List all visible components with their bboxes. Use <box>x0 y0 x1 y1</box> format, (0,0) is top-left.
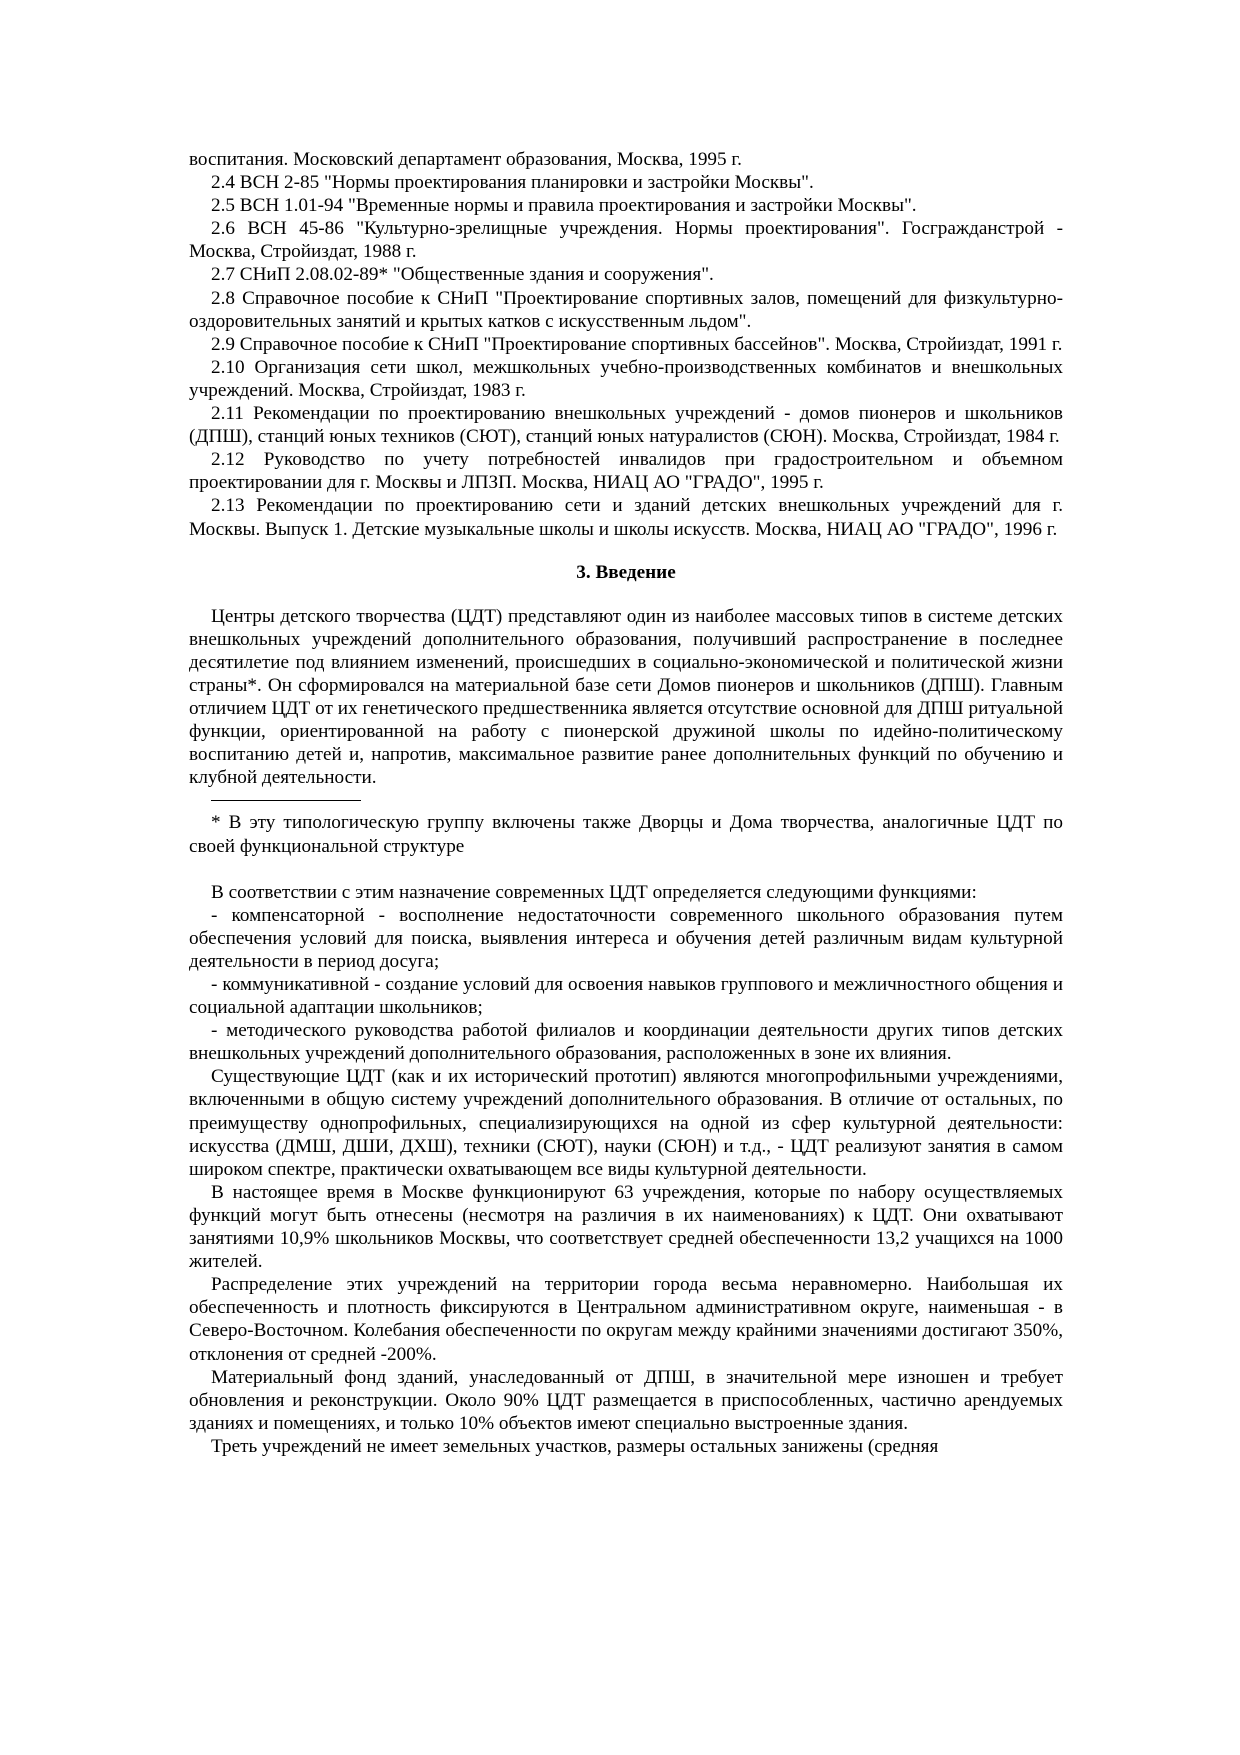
reference-item: 2.5 ВСН 1.01-94 "Временные нормы и правила проектирования и застройки Москвы". <box>211 195 917 217</box>
reference-item: 2.12 Руководство по учету потребностей инвалидов при градостроительном и объемном проектировании для г. Москвы и ЛПЗП. Москва, НИАЦ АО "ГРАДО", 1995 г. <box>189 449 1063 494</box>
function-list-item: - компенсаторной - восполнение недостаточности современного школьного образования путем обеспечения условий для поиска, выявления интереса и обучения детей различным видам культурной деятельности в период досуга; <box>189 904 1063 972</box>
intro-paragraph: Центры детского творчества (ЦДТ) представляют один из наиболее массовых типов в системе детских внешкольных учреждений дополнительного образования, получивший распространение в последнее десятилетие под влиянием изменений, происшедших в социально-экономической и политической жизни страны*. Он сформировался на материальной базе сети Домов пионеров и школьников (ДПШ). Главным отличием ЦДТ от их генетического предшественника является отсутствие основной для ДПШ ритуальной функции, ориентированной на работу с пионерской дружиной школы по идейно-политическому воспитанию детей и, напротив, максимальное развитие ранее дополнительных функций по обучению и клубной деятельности. <box>189 605 1063 789</box>
body-paragraph: В настоящее время в Москве функционируют 63 учреждения, которые по набору осуществляемых функций могут быть отнесены (несмотря на различия в их наименованиях) к ЦДТ. Они охватывают занятиями 10,9% школьников Москвы, что соответствует средней обеспеченности 13,2 учащихся на 1000 жителей. <box>189 1181 1063 1273</box>
reference-item: 2.7 СНиП 2.08.02-89* "Общественные здания и сооружения". <box>211 264 714 286</box>
footnote-divider <box>211 800 361 801</box>
body-paragraph: Треть учреждений не имеет земельных участков, размеры остальных занижены (средняя <box>211 1435 939 1457</box>
reference-item: 2.6 ВСН 45-86 "Культурно-зрелищные учреждения. Нормы проектирования". Госгражданстрой - Москва, Стройиздат, 1988 г. <box>189 218 1063 263</box>
reference-item: 2.10 Организация сети школ, межшкольных учебно-производственных комбинатов и внешкольных учреждений. Москва, Стройиздат, 1983 г. <box>189 356 1063 401</box>
reference-item: 2.13 Рекомендации по проектированию сети и зданий детских внешкольных учреждений для г. Москвы. Выпуск 1. Детские музыкальные школы и школы искусств. Москва, НИАЦ АО "ГРАДО", 1996 г. <box>189 495 1063 540</box>
spacer <box>189 789 1063 800</box>
section-heading: 3. Введение <box>576 561 676 583</box>
footnote: * В эту типологическую группу включены также Дворцы и Дома творчества, аналогичные ЦДТ по своей функциональной структуре <box>189 812 1063 857</box>
document-page <box>189 148 1063 1458</box>
reference-item: 2.4 ВСН 2-85 "Нормы проектирования планировки и застройки Москвы". <box>211 172 814 194</box>
function-list-item: - методического руководства работой филиалов и координации деятельности других типов детских внешкольных учреждений дополнительного образования, расположенных в зоне их влияния. <box>189 1020 1063 1065</box>
reference-item: 2.9 Справочное пособие к СНиП "Проектирование спортивных бассейнов". Москва, Стройиздат, 1991 г. <box>211 333 1063 355</box>
reference-item: 2.11 Рекомендации по проектированию внешкольных учреждений - домов пионеров и школьников (ДПШ), станций юных техников (СЮТ), станций юных натуралистов (СЮН). Москва, Стройиздат, 1984 г. <box>189 403 1063 448</box>
reference-continuation: воспитания. Московский департамент образования, Москва, 1995 г. <box>189 149 742 170</box>
body-paragraph: Материальный фонд зданий, унаследованный от ДПШ, в значительной мере изношен и требует обновления и реконструкции. Около 90% ЦДТ размещается в приспособленных, частично арендуемых зданиях и помещениях, и только 10% объектов имеют специально выстроенные здания. <box>189 1366 1063 1434</box>
body-paragraph: В соответствии с этим назначение современных ЦДТ определяется следующими функциями: <box>211 881 977 903</box>
body-paragraph: Распределение этих учреждений на территории города весьма неравномерно. Наибольшая их обеспеченность и плотность фиксируются в Центральном административном округе, наименьшая - в Северо-Восточном. Колебания обеспеченности по округам между крайними значениями достигают 350%, отклонения от средней -200%. <box>189 1274 1063 1365</box>
body-paragraph: Существующие ЦДТ (как и их исторический прототип) являются многопрофильными учреждениями, включенными в общую систему учреждений дополнительного образования. В отличие от остальных, по преимуществу однопрофильных, специализирующихся на одной из сфер культурной деятельности: искусства (ДМШ, ДШИ, ДХШ), техники (СЮТ), науки (СЮН) и т.д., - ЦДТ реализуют занятия в самом широком спектре, практически охватывающем все виды культурной деятельности. <box>189 1066 1063 1180</box>
function-list-item: - коммуникативной - создание условий для освоения навыков группового и межличностного общения и социальной адаптации школьников; <box>189 974 1063 1019</box>
reference-item: 2.8 Справочное пособие к СНиП "Проектирование спортивных залов, помещений для физкультурно-оздоровительных занятий и крытых катков с искусственным льдом". <box>189 287 1063 332</box>
spacer <box>189 858 1063 881</box>
